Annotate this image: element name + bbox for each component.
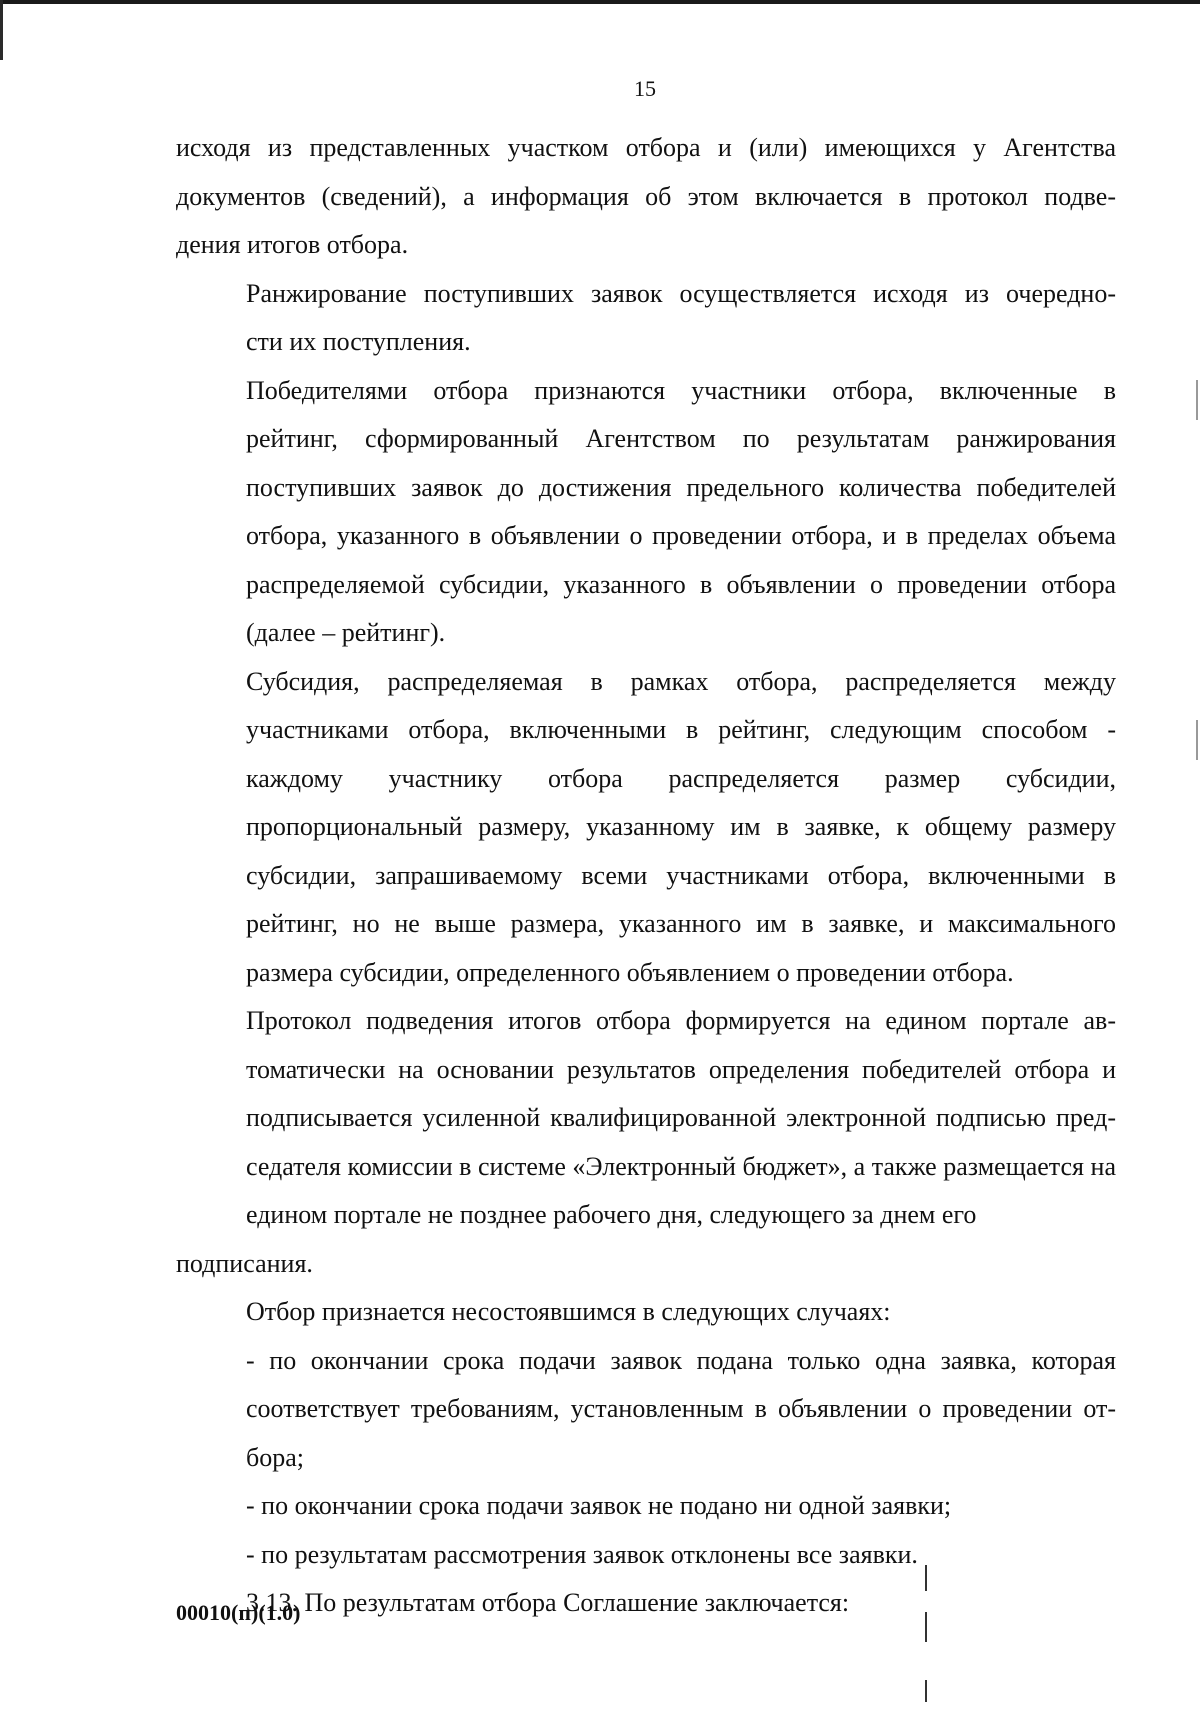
text-line: бора; — [246, 1442, 304, 1472]
text-line: дения итогов отбора. — [176, 230, 409, 259]
paragraph — [176, 1482, 1116, 1531]
paragraph — [176, 270, 1116, 367]
text-line: участниками отбора, включенными в рейтинг, следующим способом - — [246, 715, 1116, 744]
text-line: 3.13. По результатам отбора Соглашение заключается: — [246, 1588, 850, 1617]
text-line: соответствует требованиям, установленным в объявлении о проведении от- — [246, 1394, 1116, 1423]
text-line: размера субсидии, определенного объявлением о проведении отбора. — [246, 957, 1014, 987]
document-body — [176, 124, 1116, 1628]
paragraph — [176, 1288, 1116, 1337]
text-line: Протокол подведения итогов отбора формируется на едином портале ав- — [246, 1006, 1116, 1035]
scan-artifact — [925, 1565, 927, 1591]
text-line: распределяемой субсидии, указанного в объявлении о проведении отбора — [246, 569, 1116, 599]
scan-artifact — [925, 1612, 927, 1642]
text-line: седателя комиссии в системе «Электронный бюджет», а также размещается на — [246, 1151, 1116, 1181]
page-number: 15 — [634, 76, 656, 101]
scan-artifact — [1196, 380, 1198, 420]
text-line: подписывается усиленной квалифицированной электронной подписью пред- — [246, 1103, 1116, 1132]
text-line: сти их поступления. — [246, 327, 471, 356]
text-line: Отбор признается несостоявшимся в следующих случаях: — [246, 1297, 891, 1326]
scan-left-edge — [0, 0, 3, 60]
text-line: Субсидия, распределяемая в рамках отбора, распределяется между — [246, 666, 1116, 696]
text-line: - по результатам рассмотрения заявок отклонены все заявки. — [246, 1539, 918, 1569]
text-line: Ранжирование поступивших заявок осуществляется исходя из очередно- — [246, 278, 1116, 308]
text-line: документов (сведений), а информация об этом включается в протокол подве- — [176, 181, 1116, 211]
document-code: 00010(п)(1.0) — [176, 1600, 301, 1625]
text-line: рейтинг, сформированный Агентством по результатам ранжирования — [246, 424, 1116, 453]
text-line: отбора, указанного в объявлении о проведении отбора, и в пределах объема — [246, 521, 1116, 550]
text-line: - по окончании срока подачи заявок подана только одна заявка, которая — [246, 1345, 1116, 1375]
text-line: рейтинг, но не выше размера, указанного им в заявке, и максимального — [246, 909, 1116, 938]
paragraph — [176, 1531, 1116, 1580]
text-line: томатически на основании результатов определения победителей отбора и — [246, 1054, 1116, 1084]
text-line: поступивших заявок до достижения предельного количества победителей — [246, 472, 1116, 502]
text-line: (далее – рейтинг). — [246, 618, 446, 647]
text-line: каждому участнику отбора распределяется размер субсидии, — [246, 763, 1116, 793]
scan-artifact — [1196, 720, 1198, 760]
paragraph — [176, 367, 1116, 658]
text-line: исходя из представленных участком отбора и (или) имеющихся у Агентства — [176, 133, 1116, 162]
scan-top-edge — [0, 0, 1200, 4]
paragraph — [176, 1337, 1116, 1483]
text-line: едином портале не позднее рабочего дня, следующего за днем его подписания. — [176, 1200, 977, 1278]
text-line: субсидии, запрашиваемому всеми участниками отбора, включенными в — [246, 860, 1116, 890]
paragraph — [176, 658, 1116, 998]
paragraph — [176, 124, 1116, 270]
paragraph — [176, 997, 1116, 1288]
paragraph — [176, 1579, 1116, 1628]
text-line: Победителями отбора признаются участники отбора, включенные в — [246, 375, 1116, 405]
text-line: пропорциональный размеру, указанному им в заявке, к общему размеру — [246, 812, 1116, 841]
scan-artifact — [925, 1680, 927, 1702]
text-line: - по окончании срока подачи заявок не подано ни одной заявки; — [246, 1491, 952, 1520]
